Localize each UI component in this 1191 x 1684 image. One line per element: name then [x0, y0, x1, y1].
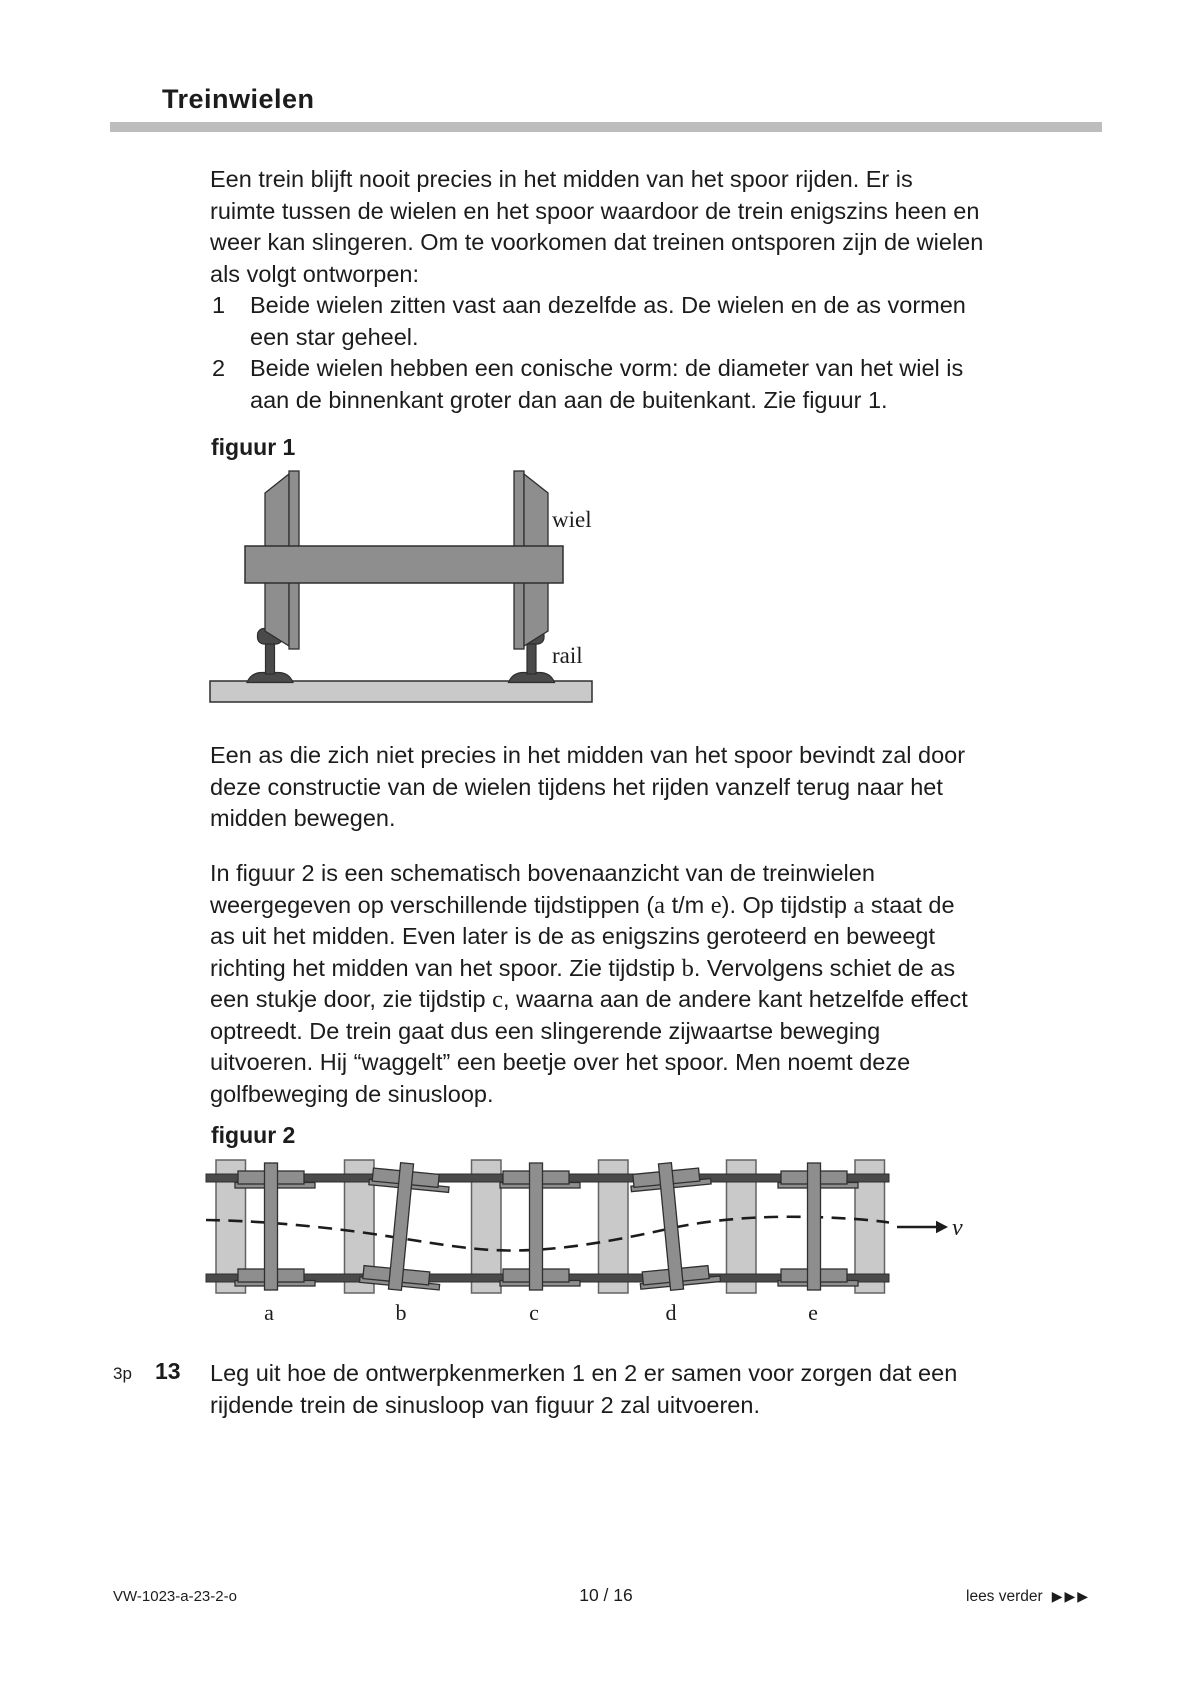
page-indicator: 10 / 16 [579, 1585, 633, 1605]
wheel-label: wiel [552, 507, 592, 532]
wheelset-c [500, 1163, 580, 1290]
design-feature-1-lines: Beide wielen zitten vast aan dezelfde as. De wielen en de as vormen een star geheel. [250, 292, 966, 350]
continue-text: lees verder [966, 1588, 1043, 1605]
question-number: 13 [155, 1358, 181, 1384]
wheelset-d [629, 1159, 721, 1293]
arrowhead-icon [936, 1221, 948, 1233]
question-points-badge: 3p [113, 1364, 132, 1383]
intro-lines: Een trein blijft nooit precies in het midden van het spoor rijden. Er is ruimte tussen de wielen en het spoor waardoor de trein enigszins heen en weer kan slingeren. Om te voorkomen dat treinen ontsporen zijn de wielen als volgt ontworpen: [210, 166, 984, 287]
time-label-e: e [808, 1300, 818, 1325]
title-divider-bar [110, 122, 1102, 132]
continue-notice [966, 1588, 1090, 1606]
time-label-c: c [529, 1300, 539, 1325]
middle-paragraph: Een as die zich niet precies in het midden van het spoor bevindt zal door deze constructie van de wielen tijdens het rijden vanzelf terug naar het midden bewegen. [210, 742, 966, 831]
design-feature-2 [210, 353, 1050, 416]
time-label-a: a [264, 1300, 274, 1325]
sinusloop-dashed-path [206, 1217, 889, 1251]
figure2-label: figuur 2 [211, 1122, 296, 1148]
wheelset-e [778, 1163, 858, 1290]
design-feature-1 [210, 290, 1050, 353]
design-feature-2-number: 2 [212, 355, 226, 381]
time-label-b: b [395, 1300, 407, 1325]
question-text: Leg uit hoe de ontwerpkenmerken 1 en 2 er samen voor zorgen dat een rijdende trein de sinusloop van figuur 2 zal uitvoeren. [210, 1360, 958, 1418]
design-feature-1-number: 1 [212, 292, 226, 318]
velocity-label: v [952, 1215, 963, 1241]
intro-paragraph [210, 164, 1050, 416]
velocity-arrow [897, 1221, 948, 1233]
time-label-d: d [665, 1300, 677, 1325]
figure1-wheelset-drawing [200, 460, 600, 710]
design-feature-2-lines: Beide wielen hebben een conische vorm: de diameter van het wiel is aan de binnenkant groter dan aan de buitenkant. Zie figuur 1. [250, 355, 964, 413]
sinusloop-paragraph: In figuur 2 is een schematisch bovenaanzicht van de treinwielen weergegeven op verschillende tijdstippen (a t/m e). Op tijdstip a staat de as uit het midden. Even later is de as enigszins geroteerd en beweegt richting het midden van het spoor. Zie tijdstip b. Vervolgens schiet de as een stukje door, zie tijdstip c, waarna aan de andere kant hetzelfde effect optreedt. De trein gaat dus een slingerende zijwaartse beweging uitvoeren. Hij “waggelt” een beetje over het spoor. Men noemt deze golfbeweging de sinusloop. [210, 860, 968, 1107]
figure2-track-topview-drawing [180, 1150, 980, 1300]
axle-bar [245, 546, 563, 583]
rail-label: rail [552, 643, 583, 668]
rails [206, 1174, 889, 1282]
page-title: Treinwielen [162, 84, 315, 114]
continue-arrows-icon: ▶▶▶ [1051, 1588, 1090, 1604]
document-code: VW-1023-a-23-2-o [113, 1588, 237, 1605]
ground-plate [210, 681, 592, 702]
figure1-label: figuur 1 [211, 434, 296, 460]
